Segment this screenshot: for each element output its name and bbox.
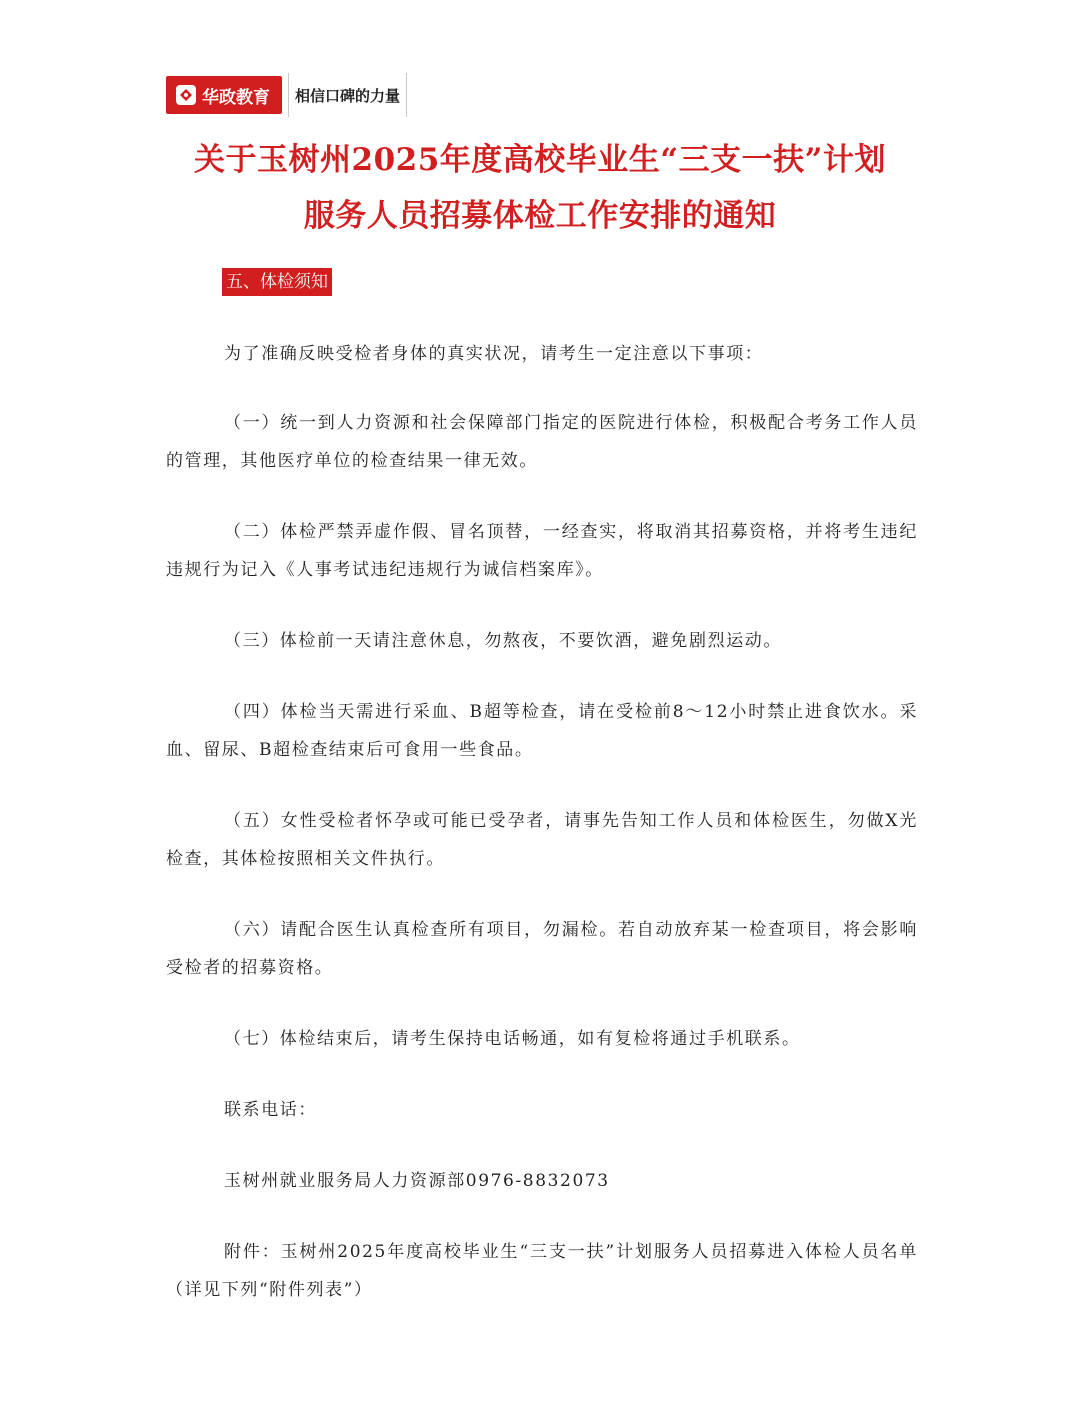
slogan: 相信口碑的力量 <box>295 73 407 117</box>
paragraph-item-1: （一）统一到人力资源和社会保障部门指定的医院进行体检，积极配合考务工作人员的管理，其他医疗单位的检查结果一律无效。 <box>166 413 918 471</box>
paragraph-item-5: （五）女性受检者怀孕或可能已受孕者，请事先告知工作人员和体检医生，勿做X光检查，其体检按照相关文件执行。 <box>166 811 918 869</box>
section-heading: 五、体检须知 <box>222 268 332 296</box>
paragraph-item-2: （二）体检严禁弄虚作假、冒名顶替，一经查实，将取消其招募资格，并将考生违纪违规行为记入《人事考试违纪违规行为诚信档案库》。 <box>166 522 918 580</box>
header-divider <box>288 73 289 117</box>
paragraph-item-7: （七）体检结束后，请考生保持电话畅通，如有复检将通过手机联系。 <box>224 1029 801 1049</box>
paragraph-item-6: （六）请配合医生认真检查所有项目，勿漏检。若自动放弃某一检查项目，将会影响受检者的招募资格。 <box>166 920 918 978</box>
attachment-note: 附件：玉树州2025年度高校毕业生“三支一扶”计划服务人员招募进入体检人员名单（详见下列“附件列表”） <box>166 1242 918 1300</box>
paragraph-item-4: （四）体检当天需进行采血、B超等检查，请在受检前8～12小时禁止进食饮水。采血、留尿、B超检查结束后可食用一些食品。 <box>166 702 918 760</box>
brand-logo <box>166 76 282 114</box>
logo-text: 华政教育 <box>202 87 270 108</box>
contact-phone: 玉树州就业服务局人力资源部0976-8832073 <box>224 1171 610 1191</box>
logo-badge-icon <box>176 85 196 105</box>
title-line-1: 关于玉树州2025年度高校毕业生“三支一扶”计划 <box>194 142 886 178</box>
contact-label: 联系电话： <box>224 1100 317 1120</box>
paragraph-item-3: （三）体检前一天请注意休息，勿熬夜，不要饮酒，避免剧烈运动。 <box>224 631 782 651</box>
paragraph-intro: 为了准确反映受检者身体的真实状况，请考生一定注意以下事项： <box>224 344 764 364</box>
brand-header <box>166 73 407 117</box>
title-line-2: 服务人员招募体检工作安排的通知 <box>303 198 777 234</box>
